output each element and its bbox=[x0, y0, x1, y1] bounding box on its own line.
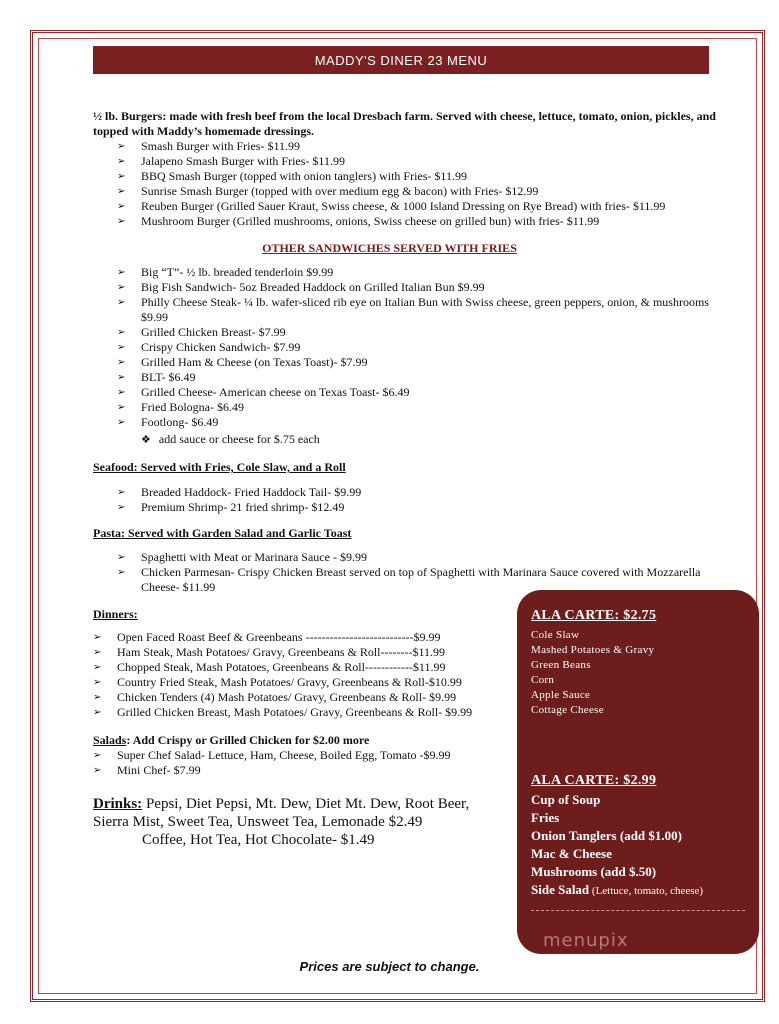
diamond-bullet-icon: ❖ bbox=[141, 434, 151, 446]
list-item: Side Salad (Lettuce, tomato, cheese) bbox=[531, 882, 704, 897]
list-item: ➢ Sunrise Smash Burger (topped with over medium egg & bacon) with Fries- $12.99 bbox=[117, 184, 539, 198]
salads-label: Salads bbox=[93, 733, 127, 747]
list-item: ➢ Grilled Chicken Breast, Mash Potatoes/ Gravy, Greenbeans & Roll- $9.99 bbox=[93, 705, 473, 719]
prices-disclaimer: Prices are subject to change. bbox=[299, 959, 480, 974]
list-item: Cup of Soup bbox=[531, 792, 601, 807]
list-item: ➢ Breaded Haddock- Fried Haddock Tail- $9.99 bbox=[117, 485, 362, 499]
arrow-bullet-icon: ➢ bbox=[117, 402, 126, 413]
drinks-line-3: Coffee, Hot Tea, Hot Chocolate- $1.49 bbox=[142, 832, 375, 848]
list-item: Mashed Potatoes & Gravy bbox=[531, 644, 655, 656]
arrow-bullet-icon: ➢ bbox=[117, 327, 126, 338]
list-item: Onion Tanglers (add $1.00) bbox=[531, 828, 682, 843]
arrow-bullet-icon: ➢ bbox=[93, 632, 102, 643]
arrow-bullet-icon: ➢ bbox=[93, 662, 102, 673]
arrow-bullet-icon: ➢ bbox=[117, 171, 126, 182]
menu-title: MADDY'S DINER 23 MENU bbox=[314, 52, 488, 68]
list-item: ➢ Reuben Burger (Grilled Sauer Kraut, Swiss cheese, & 1000 Island Dressing on Rye Bread) with fries- $11.99 bbox=[117, 199, 666, 213]
list-item: ➢ Super Chef Salad- Lettuce, Ham, Cheese, Boiled Egg, Tomato -$9.99 bbox=[93, 748, 451, 762]
list-item: Mac & Cheese bbox=[531, 846, 612, 861]
list-item: ➢ Philly Cheese Steak- ¼ lb. wafer-sliced rib eye on Italian Bun with Swiss cheese, green peppers, onion, & mushrooms $9.99 bbox=[117, 295, 709, 324]
list-item: ➢ Grilled Cheese- American cheese on Texas Toast- $6.49 bbox=[117, 385, 410, 399]
arrow-bullet-icon: ➢ bbox=[117, 141, 126, 152]
list-item: ➢ Spaghetti with Meat or Marinara Sauce - $9.99 bbox=[117, 550, 367, 564]
list-item: Fries bbox=[531, 810, 560, 825]
arrow-bullet-icon: ➢ bbox=[117, 357, 126, 368]
arrow-bullet-icon: ➢ bbox=[117, 156, 126, 167]
list-item: ➢ Smash Burger with Fries- $11.99 bbox=[117, 139, 300, 153]
ala-carte-1-title: ALA CARTE: $2.75 bbox=[531, 608, 657, 623]
list-item: ➢ Ham Steak, Mash Potatoes/ Gravy, Greenbeans & Roll--------$11.99 bbox=[93, 645, 446, 659]
arrow-bullet-icon: ➢ bbox=[117, 297, 126, 308]
arrow-bullet-icon: ➢ bbox=[117, 282, 126, 293]
arrow-bullet-icon: ➢ bbox=[117, 342, 126, 353]
list-item: ➢ Mushroom Burger (Grilled mushrooms, onions, Swiss cheese on grilled bun) with fries- $11.99 bbox=[117, 214, 600, 228]
ala-carte-panel bbox=[517, 590, 759, 954]
seafood-list bbox=[117, 485, 717, 515]
list-item: ➢ Country Fried Steak, Mash Potatoes/ Gravy, Greenbeans & Roll-$10.99 bbox=[93, 675, 462, 689]
seafood-title: Seafood: Served with Fries, Cole Slaw, and a Roll bbox=[93, 460, 346, 474]
list-item: Apple Sauce bbox=[531, 689, 591, 701]
burgers-list bbox=[117, 139, 737, 229]
panel-divider bbox=[531, 910, 745, 911]
menupix-watermark: menupix bbox=[543, 930, 629, 951]
list-item: ➢ Premium Shrimp- 21 fried shrimp- $12.49 bbox=[117, 500, 345, 514]
list-item: ➢ Crispy Chicken Sandwich- $7.99 bbox=[117, 340, 301, 354]
arrow-bullet-icon: ➢ bbox=[117, 387, 126, 398]
list-item: Mushrooms (add $.50) bbox=[531, 864, 657, 879]
drinks-section bbox=[93, 795, 513, 849]
list-item: ➢ Chicken Parmesan- Crispy Chicken Breast served on top of Spaghetti with Marinara Sauce covered with Mozzarella Cheese- $11.99 bbox=[117, 565, 701, 594]
list-item: Cole Slaw bbox=[531, 629, 580, 641]
arrow-bullet-icon: ➢ bbox=[117, 372, 126, 383]
arrow-bullet-icon: ➢ bbox=[117, 186, 126, 197]
list-item: Green Beans bbox=[531, 659, 591, 671]
drinks-label: Drinks: bbox=[93, 796, 143, 812]
list-item: ➢ Big “T”- ½ lb. breaded tenderloin $9.99 bbox=[117, 265, 334, 279]
salads-list bbox=[93, 748, 513, 778]
arrow-bullet-icon: ➢ bbox=[93, 750, 102, 761]
arrow-bullet-icon: ➢ bbox=[117, 417, 126, 428]
ala-carte-2-list bbox=[531, 791, 745, 900]
arrow-bullet-icon: ➢ bbox=[117, 552, 126, 563]
drinks-line-1: Pepsi, Diet Pepsi, Mt. Dew, Diet Mt. Dew, Root Beer, bbox=[142, 796, 470, 812]
list-item: ➢ Grilled Ham & Cheese (on Texas Toast)- $7.99 bbox=[117, 355, 368, 369]
list-item: ➢ BLT- $6.49 bbox=[117, 370, 196, 384]
arrow-bullet-icon: ➢ bbox=[93, 692, 102, 703]
arrow-bullet-icon: ➢ bbox=[117, 201, 126, 212]
list-item: ➢ BBQ Smash Burger (topped with onion tanglers) with Fries- $11.99 bbox=[117, 169, 467, 183]
drinks-line-2: Sierra Mist, Sweet Tea, Unsweet Tea, Lemonade $2.49 bbox=[93, 814, 423, 830]
arrow-bullet-icon: ➢ bbox=[117, 216, 126, 227]
arrow-bullet-icon: ➢ bbox=[93, 707, 102, 718]
list-item: ➢ Grilled Chicken Breast- $7.99 bbox=[117, 325, 286, 339]
arrow-bullet-icon: ➢ bbox=[117, 567, 126, 578]
list-item: ➢ Footlong- $6.49 bbox=[117, 415, 219, 429]
list-item: Corn bbox=[531, 674, 555, 686]
menu-title-banner bbox=[93, 46, 709, 74]
list-item: ➢ Big Fish Sandwich- 5oz Breaded Haddock on Grilled Italian Bun $9.99 bbox=[117, 280, 485, 294]
list-item: ➢ Open Faced Roast Beef & Greenbeans ---------------------------$9.99 bbox=[93, 630, 441, 644]
ala-carte-1-list bbox=[531, 628, 745, 718]
pasta-list bbox=[117, 550, 707, 595]
arrow-bullet-icon: ➢ bbox=[93, 647, 102, 658]
dinners-title: Dinners: bbox=[93, 607, 138, 621]
arrow-bullet-icon: ➢ bbox=[93, 765, 102, 776]
dinners-list bbox=[93, 630, 513, 720]
sandwiches-title: OTHER SANDWICHES SERVED WITH FRIES bbox=[262, 241, 517, 255]
list-item: ➢ Fried Bologna- $6.49 bbox=[117, 400, 244, 414]
list-item: ➢ Chopped Steak, Mash Potatoes, Greenbeans & Roll------------$11.99 bbox=[93, 660, 446, 674]
burgers-intro: ½ lb. Burgers: made with fresh beef from the local Dresbach farm. Served with cheese, lettuce, tomato, onion, pickles, and topped with Maddy’s homemade dressings. bbox=[93, 109, 716, 138]
arrow-bullet-icon: ➢ bbox=[117, 502, 126, 513]
list-item: ➢ Chicken Tenders (4) Mash Potatoes/ Gravy, Greenbeans & Roll- $9.99 bbox=[93, 690, 457, 704]
pasta-title: Pasta: Served with Garden Salad and Garlic Toast bbox=[93, 526, 352, 540]
salads-title: Salads: Add Crispy or Grilled Chicken for $2.00 more bbox=[93, 733, 370, 747]
sandwich-addon-note: ❖ add sauce or cheese for $.75 each bbox=[141, 432, 320, 446]
ala-carte-2-title: ALA CARTE: $2.99 bbox=[531, 773, 657, 788]
arrow-bullet-icon: ➢ bbox=[117, 267, 126, 278]
arrow-bullet-icon: ➢ bbox=[117, 487, 126, 498]
list-item: ➢ Jalapeno Smash Burger with Fries- $11.99 bbox=[117, 154, 345, 168]
list-item: Cottage Cheese bbox=[531, 704, 604, 716]
list-item: ➢ Mini Chef- $7.99 bbox=[93, 763, 201, 777]
arrow-bullet-icon: ➢ bbox=[93, 677, 102, 688]
sandwiches-list bbox=[117, 265, 717, 430]
